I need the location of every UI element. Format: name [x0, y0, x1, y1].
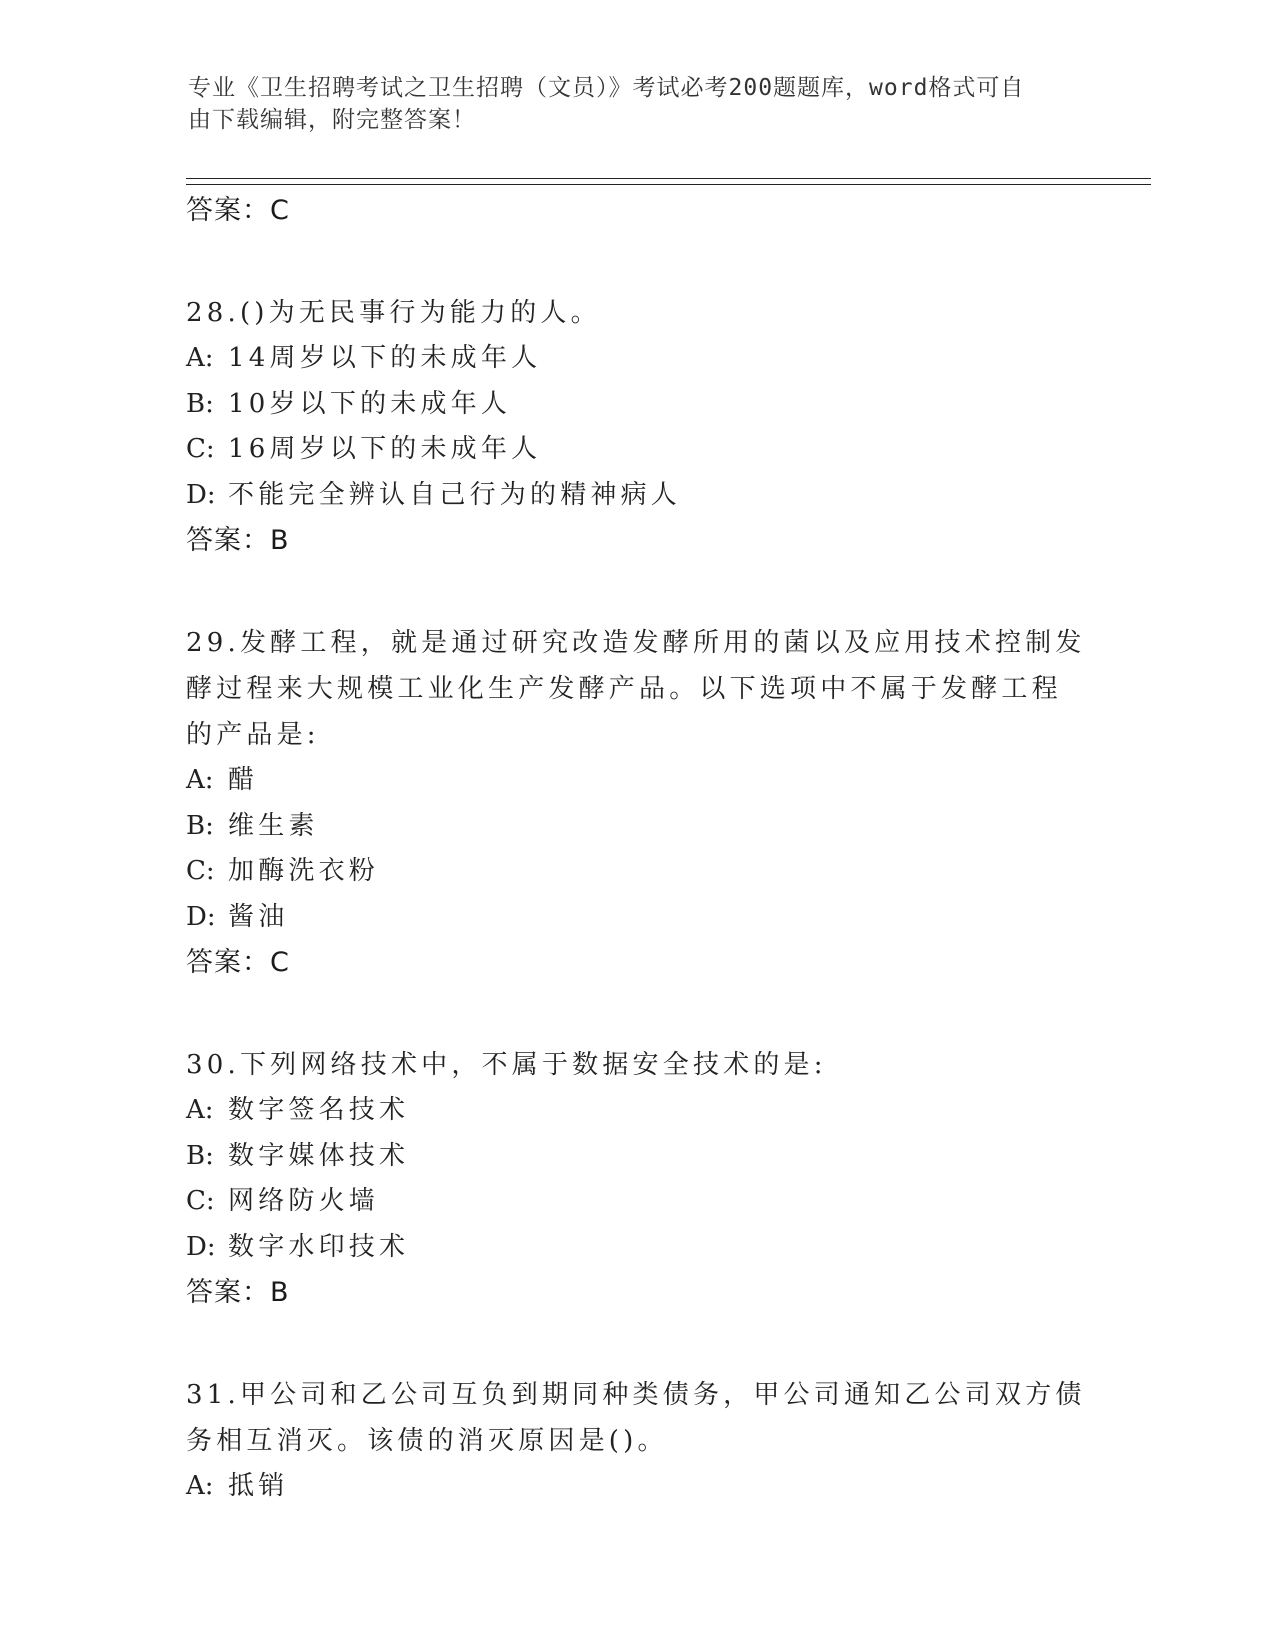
option-text: 不能完全辨认自己行为的精神病人	[228, 479, 682, 510]
question-stem: 29.发酵工程，就是通过研究改造发酵所用的菌以及应用技术控制发酵过程来大规模工业化生产发酵产品。以下选项中不属于发酵工程的产品是:	[186, 628, 1086, 750]
question-31	[186, 1372, 1086, 1510]
spacer	[186, 563, 1086, 620]
option-a	[186, 1088, 1086, 1134]
option-text: 抵销	[228, 1471, 289, 1501]
question-stem: 30.下列网络技术中，不属于数据安全技术的是:	[186, 1050, 827, 1080]
document-header	[188, 72, 1068, 136]
option-text: 加酶洗衣粉	[228, 856, 380, 886]
option-letter: B:	[186, 810, 214, 841]
option-letter: C:	[186, 1186, 215, 1216]
option-text: 10岁以下的未成年人	[228, 388, 512, 419]
option-b	[186, 804, 1086, 850]
header-rule-bottom	[186, 184, 1151, 185]
answer: 答案：B	[186, 1277, 290, 1308]
question-stem: 28.()为无民事行为能力的人。	[186, 298, 601, 328]
option-a	[186, 758, 1086, 804]
option-text: 数字水印技术	[228, 1231, 410, 1262]
option-d	[186, 1225, 1086, 1271]
option-c	[186, 1179, 1086, 1225]
option-text: 维生素	[228, 810, 319, 841]
option-text: 网络防火墙	[228, 1186, 380, 1216]
question-30	[186, 1042, 1086, 1315]
option-letter: A:	[186, 343, 214, 373]
option-b	[186, 1134, 1086, 1180]
option-c	[186, 427, 1086, 473]
spacer	[186, 985, 1086, 1042]
header-line-1: 专业《卫生招聘考试之卫生招聘（文员）》考试必考200题题库，word格式可自	[188, 75, 1025, 101]
header-rule-top	[186, 178, 1151, 179]
option-d	[186, 895, 1086, 941]
answer: 答案：B	[186, 525, 290, 556]
option-b	[186, 382, 1086, 428]
question-stem: 31.甲公司和乙公司互负到期同种类债务，甲公司通知乙公司双方债务相互消灭。该债的消灭原因是()。	[186, 1380, 1086, 1456]
option-a	[186, 1464, 1086, 1510]
option-letter: D:	[186, 1231, 216, 1262]
header-line-2: 由下载编辑，附完整答案！	[188, 107, 476, 133]
option-letter: D:	[186, 901, 216, 932]
option-d	[186, 473, 1086, 519]
answer: 答案：C	[186, 947, 290, 978]
option-text: 14周岁以下的未成年人	[228, 343, 542, 373]
option-c	[186, 849, 1086, 895]
option-text: 酱油	[228, 901, 289, 932]
option-letter: A:	[186, 1095, 214, 1125]
question-28	[186, 290, 1086, 563]
question-list	[186, 188, 1086, 1510]
option-letter: A:	[186, 1471, 214, 1501]
option-letter: A:	[186, 765, 214, 795]
option-letter: D:	[186, 479, 216, 510]
option-a	[186, 336, 1086, 382]
answer-q27: 答案：C	[186, 195, 290, 226]
option-text: 醋	[228, 765, 259, 795]
option-letter: B:	[186, 388, 214, 419]
question-29	[186, 620, 1086, 985]
option-letter: B:	[186, 1140, 214, 1171]
option-text: 数字签名技术	[228, 1095, 410, 1125]
option-text: 数字媒体技术	[228, 1140, 410, 1171]
spacer	[186, 1315, 1086, 1372]
option-letter: C:	[186, 434, 215, 464]
option-letter: C:	[186, 856, 215, 886]
spacer	[186, 233, 1086, 290]
option-text: 16周岁以下的未成年人	[228, 434, 542, 464]
